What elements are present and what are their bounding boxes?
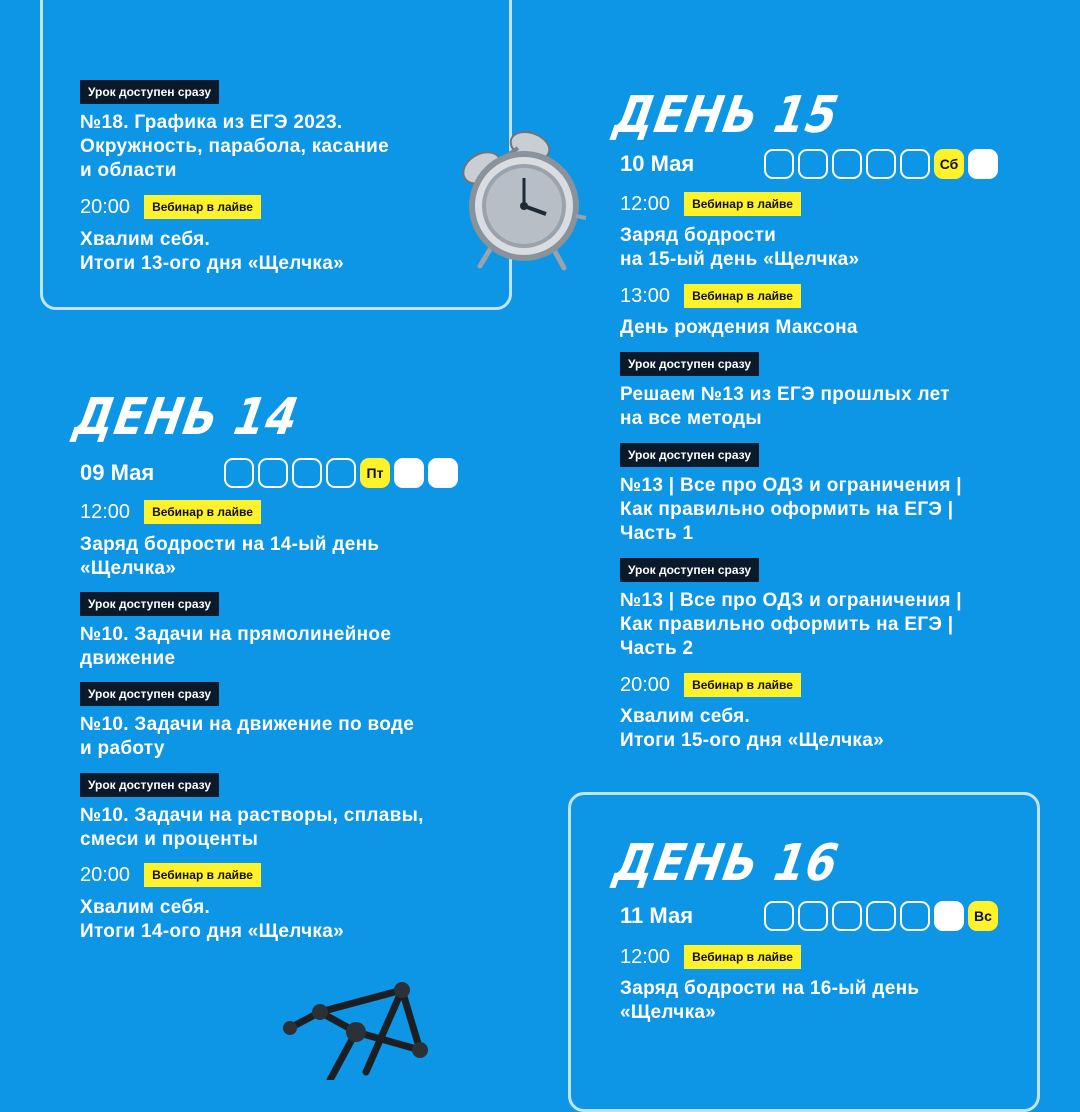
lesson-badge: Урок доступен сразу bbox=[80, 80, 219, 104]
lesson-title: №10. Задачи на прямолинейное движение bbox=[80, 624, 392, 669]
lesson-title: Решаем №13 из ЕГЭ прошлых лет на все методы bbox=[620, 384, 950, 429]
day14-date: 09 Мая bbox=[80, 460, 155, 485]
event-time: 20:00 bbox=[620, 673, 671, 696]
webinar-badge: Вебинар в лайве bbox=[684, 284, 801, 308]
lesson-title: №10. Задачи на движение по воде и работу bbox=[80, 714, 415, 759]
webinar-badge: Вебинар в лайве bbox=[684, 673, 801, 697]
weekday-box bbox=[224, 458, 254, 488]
day16-title: ДЕНЬ 16 bbox=[609, 834, 844, 893]
event-time: 20:00 bbox=[80, 863, 131, 886]
day14-date-row bbox=[80, 456, 154, 490]
day14-title: ДЕНЬ 14 bbox=[69, 388, 304, 447]
weekday-box bbox=[900, 149, 930, 179]
weekday-box bbox=[258, 458, 288, 488]
weekday-box bbox=[968, 149, 998, 179]
lesson-title: №18. Графика из ЕГЭ 2023. Окружность, парабола, касание и области bbox=[80, 112, 389, 181]
weekday-box bbox=[428, 458, 458, 488]
weekday-box bbox=[764, 149, 794, 179]
day16-date-row bbox=[620, 899, 693, 933]
day15-date: 10 Мая bbox=[620, 151, 695, 176]
weekday-box bbox=[798, 901, 828, 931]
alarm-clock-icon bbox=[452, 128, 592, 273]
webinar-badge: Вебинар в лайве bbox=[144, 863, 261, 887]
weekday-box bbox=[764, 901, 794, 931]
event-time-row bbox=[80, 863, 261, 887]
event-time: 13:00 bbox=[620, 284, 671, 307]
lesson-badge: Урок доступен сразу bbox=[80, 682, 219, 706]
event-time: 12:00 bbox=[620, 192, 671, 215]
day15-title: ДЕНЬ 15 bbox=[609, 86, 844, 145]
weekday-box bbox=[900, 901, 930, 931]
event-time-row bbox=[620, 673, 801, 697]
event-time-row bbox=[620, 192, 801, 216]
lesson-title: №13 | Все про ОДЗ и ограничения | Как правильно оформить на ЕГЭ | Часть 2 bbox=[620, 590, 962, 659]
event-title: Заряд бодрости на 16-ый день «Щелчка» bbox=[620, 978, 920, 1023]
weekday-box-active: Сб bbox=[934, 149, 964, 179]
webinar-badge: Вебинар в лайве bbox=[684, 192, 801, 216]
day16-weekday-strip bbox=[764, 901, 998, 931]
webinar-badge: Вебинар в лайве bbox=[684, 945, 801, 969]
event-title: Хвалим себя. Итоги 15-ого дня «Щелчка» bbox=[620, 706, 884, 751]
weekday-box bbox=[832, 901, 862, 931]
day15-weekday-strip bbox=[764, 149, 998, 179]
weekday-box bbox=[832, 149, 862, 179]
weekday-box bbox=[866, 901, 896, 931]
webinar-badge: Вебинар в лайве bbox=[144, 500, 261, 524]
day15-date-row bbox=[620, 147, 694, 181]
lesson-badge: Урок доступен сразу bbox=[80, 773, 219, 797]
lesson-title: №10. Задачи на растворы, сплавы, смеси и проценты bbox=[80, 805, 424, 850]
event-title: Заряд бодрости на 14-ый день «Щелчка» bbox=[80, 534, 380, 579]
weekday-box bbox=[394, 458, 424, 488]
webinar-badge: Вебинар в лайве bbox=[144, 195, 261, 219]
day16-date: 11 Мая bbox=[620, 903, 694, 928]
weekday-box bbox=[798, 149, 828, 179]
day14-weekday-strip bbox=[224, 458, 458, 488]
lesson-badge: Урок доступен сразу bbox=[620, 443, 759, 467]
event-title: День рождения Максона bbox=[620, 317, 858, 338]
weekday-box-active: Вс bbox=[968, 901, 998, 931]
event-time: 12:00 bbox=[80, 500, 131, 523]
weekday-box bbox=[934, 901, 964, 931]
event-time-row bbox=[620, 945, 801, 969]
event-time-row bbox=[80, 195, 261, 219]
event-title: Заряд бодрости на 15-ый день «Щелчка» bbox=[620, 225, 860, 270]
event-time-row bbox=[620, 284, 801, 308]
weekday-box-active: Пт bbox=[360, 458, 390, 488]
event-title: Хвалим себя. Итоги 14-ого дня «Щелчка» bbox=[80, 897, 344, 942]
event-time-row bbox=[80, 500, 261, 524]
lesson-badge: Урок доступен сразу bbox=[80, 592, 219, 616]
weekday-box bbox=[866, 149, 896, 179]
lesson-title: №13 | Все про ОДЗ и ограничения | Как правильно оформить на ЕГЭ | Часть 1 bbox=[620, 475, 962, 544]
lesson-badge: Урок доступен сразу bbox=[620, 352, 759, 376]
event-time: 20:00 bbox=[80, 195, 131, 218]
event-title: Хвалим себя. Итоги 13-ого дня «Щелчка» bbox=[80, 229, 344, 274]
event-time: 12:00 bbox=[620, 945, 671, 968]
lesson-badge: Урок доступен сразу bbox=[620, 558, 759, 582]
weekday-box bbox=[292, 458, 322, 488]
molecule-model-icon bbox=[270, 972, 440, 1080]
weekday-box bbox=[326, 458, 356, 488]
